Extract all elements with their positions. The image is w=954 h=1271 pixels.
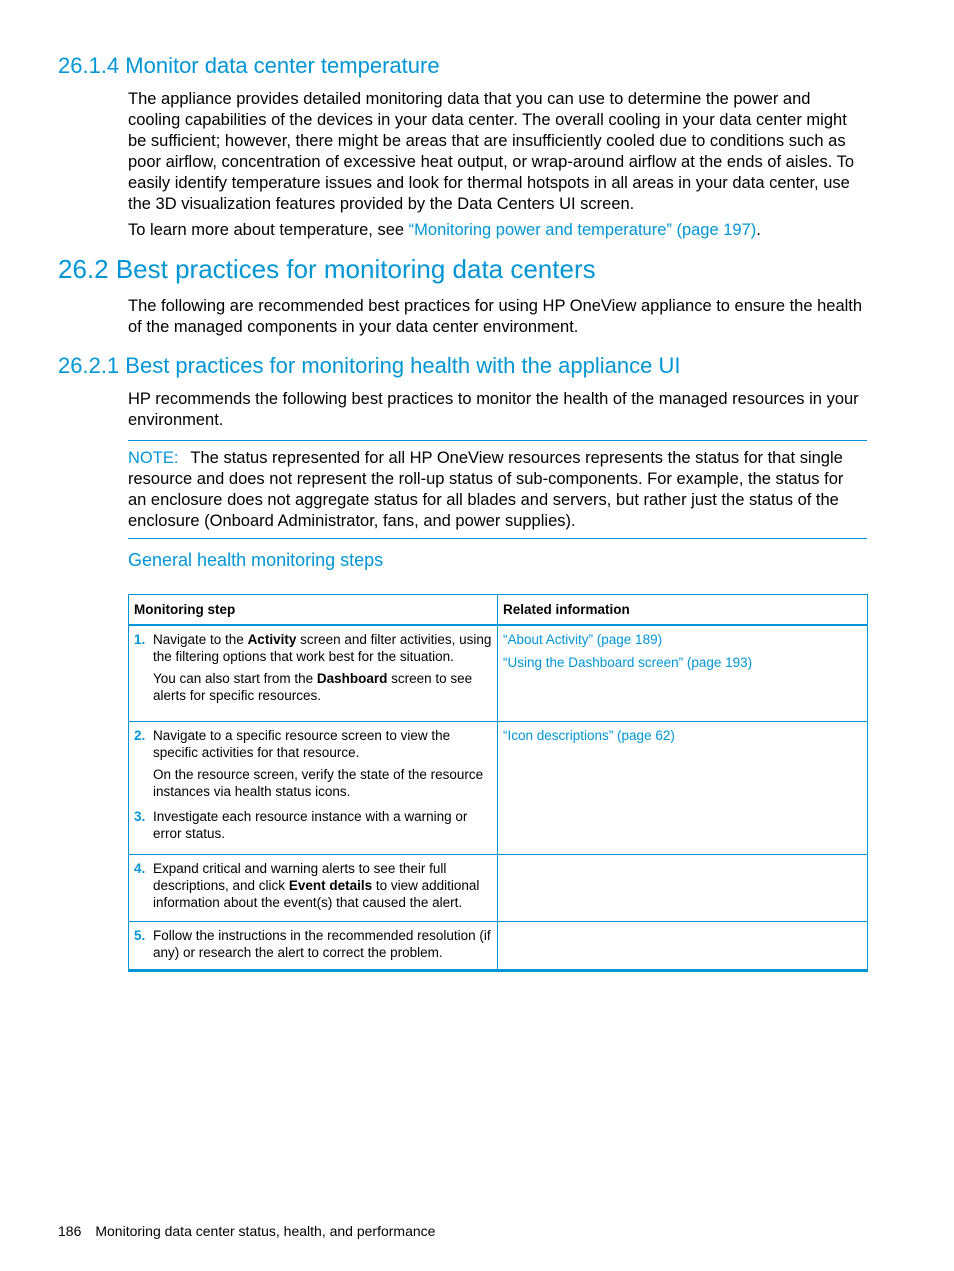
general-health-steps-heading: General health monitoring steps <box>128 550 384 570</box>
step-text: Follow the instructions in the recommended resolution (if any) or research the alert to correct the problem. <box>153 928 491 960</box>
step-subtext: You can also start from the Dashboard screen to see alerts for specific resources. <box>153 670 473 703</box>
footer-title: Monitoring data center status, health, and performance <box>95 1223 436 1239</box>
note-box <box>128 440 867 539</box>
learn-more-suffix: . <box>756 221 761 239</box>
about-activity-link[interactable]: “About Activity” (page 189) <box>503 631 663 647</box>
step-item <box>134 808 492 842</box>
table-header-row <box>129 595 868 625</box>
temperature-paragraph: The appliance provides detailed monitoring data that you can use to determine the power and cooling capabilities of the devices in your data center. The overall cooling in your data center might be sufficient; however, there might be areas that are insufficiently cooled due to conditions such as poor airflow, concentration of excessive heat output, or wrap-around airflow at the ends of aisles. To easily identify temperature issues and look for thermal hotspots in all areas in your data center, use the 3D visualization features provided by the Data Centers UI screen. <box>128 90 855 213</box>
step-cell <box>129 922 498 971</box>
page-number: 186 <box>58 1223 82 1239</box>
icon-descriptions-link[interactable]: “Icon descriptions” (page 62) <box>503 728 675 743</box>
note-label: NOTE: <box>128 449 179 467</box>
related-cell <box>498 855 868 922</box>
using-dashboard-link[interactable]: “Using the Dashboard screen” (page 193) <box>503 654 753 670</box>
table-row <box>129 855 868 922</box>
page-footer <box>58 1223 435 1239</box>
related-cell <box>498 922 868 971</box>
step-text: Investigate each resource instance with a warning or error status. <box>153 809 468 841</box>
table-row <box>129 625 868 722</box>
column-header-related: Related information <box>498 595 868 625</box>
learn-more-text: To learn more about temperature, see <box>128 221 409 239</box>
step-number: 3. <box>134 809 146 824</box>
step-text: Navigate to a specific resource screen to view the specific activities for that resource. <box>153 728 451 760</box>
section-heading-262: 26.2 Best practices for monitoring data centers <box>58 254 596 284</box>
related-cell <box>498 722 868 855</box>
step-number: 5. <box>134 928 146 943</box>
best-practices-paragraph: The following are recommended best practices for using HP OneView appliance to ensure the health of the managed components in your data center environment. <box>128 297 863 336</box>
monitoring-steps-table <box>128 594 868 972</box>
column-header-step: Monitoring step <box>129 595 498 625</box>
step-item <box>134 860 492 911</box>
related-cell <box>498 625 868 722</box>
monitoring-power-link[interactable]: “Monitoring power and temperature” (page 197) <box>408 221 757 239</box>
temperature-learn-more <box>128 220 863 241</box>
step-cell <box>129 855 498 922</box>
step-text: Expand critical and warning alerts to see their full descriptions, and click Event details to view additional information about the event(s) that caused the alert. <box>153 861 480 910</box>
step-number: 1. <box>134 631 146 647</box>
step-item <box>134 927 492 961</box>
note-paragraph <box>128 448 863 532</box>
table-row <box>129 922 868 971</box>
section-heading-2614: 26.1.4 Monitor data center temperature <box>58 53 440 78</box>
step-cell <box>129 722 498 855</box>
health-paragraph: HP recommends the following best practices to monitor the health of the managed resources in your environment. <box>128 390 859 429</box>
step-number: 4. <box>134 861 146 876</box>
step-subtext: On the resource screen, verify the state of the resource instances via health status icons. <box>153 767 484 799</box>
step-item <box>134 631 492 665</box>
section-heading-2621: 26.2.1 Best practices for monitoring health with the appliance UI <box>58 353 681 378</box>
step-item <box>134 727 492 761</box>
step-number: 2. <box>134 728 146 743</box>
step-cell <box>129 625 498 722</box>
table-row <box>129 722 868 855</box>
step-text: Navigate to the Activity screen and filter activities, using the filtering options that work best for the situation. <box>153 631 492 664</box>
note-text: The status represented for all HP OneView resources represents the status for that single resource and does not represent the roll-up status of sub-components. For example, the status for an enclosure does not aggregate status for all blades and servers, but rather just the status of the enclosure (Onboard Administrator, fans, and power supplies). <box>128 449 844 530</box>
